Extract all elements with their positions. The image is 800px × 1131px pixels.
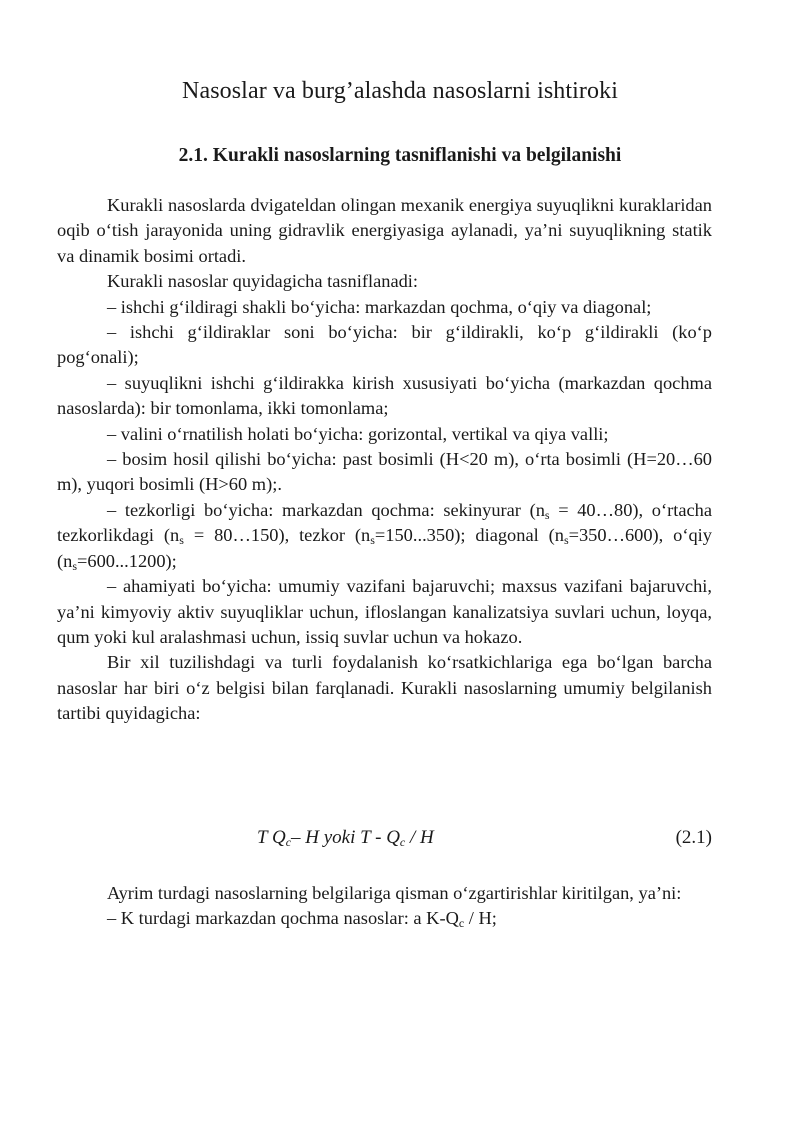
text-run: / H; — [464, 908, 497, 929]
text-run: = 40…80), o‘rtacha tezkorlikdagi (n — [57, 499, 713, 546]
subscript: c — [399, 835, 406, 849]
subscript: c — [285, 835, 292, 849]
list-item — [57, 498, 712, 574]
list-item — [57, 906, 712, 931]
subscript: c — [458, 916, 465, 931]
subscript: s — [179, 533, 184, 548]
text-run: T Q — [257, 827, 286, 848]
text-run: – tezkorligi bo‘yicha: markazdan qochma: sekinyurar (n — [107, 499, 545, 520]
subscript: s — [370, 533, 375, 548]
list-item: – bosim hosil qilishi bo‘yicha: past bosimli (H<20 m), o‘rta bosimli (H=20…60 m), yuqori bosimli (H>60 m);. — [57, 449, 712, 495]
text-run: – H yoki T - Q — [291, 827, 400, 848]
body-text — [57, 193, 712, 727]
formula-number: (2.1) — [675, 827, 712, 848]
list-item: – ahamiyati bo‘yicha: umumiy vazifani bajaruvchi; maxsus vazifani bajaruvchi, ya’ni kimyoviy aktiv suyuqliklar uchun, ifloslangan kanalizatsiya suvlari uchun, loyqa, qum yoki kul aralashmasi uchun, issiq suvlar uchun va hokazo. — [57, 576, 712, 647]
subscript: s — [544, 507, 550, 522]
text-run: =600...1200); — [77, 550, 177, 571]
text-run: =350…600), o‘qiy (n — [57, 525, 712, 571]
subscript: s — [563, 533, 569, 548]
text-run: =150...350); diagonal (n — [374, 525, 564, 546]
list-item: – ishchi g‘ildiragi shakli bo‘yicha: markazdan qochma, o‘qiy va diagonal; — [107, 296, 652, 317]
section-title: 2.1. Kurakli nasoslarning tasniflanishi va belgilanishi — [178, 145, 622, 166]
text-run: – K turdagi markazdan qochma nasoslar: a K-Q — [107, 908, 459, 929]
text-run: / H — [405, 827, 434, 848]
page-header: Nasoslar va burg’alashda nasoslarni ishtiroki — [182, 78, 618, 104]
paragraph-intro: Kurakli nasoslarda dvigateldan olingan mexanik energiya suyuqlikni kuraklaridan oqib o‘tish jarayonida uning gidravlik energiyasiga aylanadi, ya’ni suyuqlikning statik va dinamik bosimi ortadi. — [57, 195, 712, 266]
paragraph-classification: Kurakli nasoslar quyidagicha tasniflanadi: — [107, 271, 419, 292]
paragraph-modifications: Ayrim turdagi nasoslarning belgilariga qisman o‘zgartirishlar kiritilgan, ya’ni: — [107, 883, 682, 903]
list-item: – ishchi g‘ildiraklar soni bo‘yicha: bir g‘ildirakli, ko‘p g‘ildirakli (ko‘p pog‘onali); — [57, 322, 712, 368]
list-item: – suyuqlikni ishchi g‘ildirakka kirish xususiyati bo‘yicha (markazdan qochma nasoslarda): bir tomonlama, ikki tomonlama; — [57, 372, 712, 419]
body-text-continued — [57, 881, 712, 932]
formula-2-1 — [57, 827, 712, 855]
list-item: – valini o‘rnatilish holati bo‘yicha: gorizontal, vertikal va qiya valli; — [107, 423, 609, 444]
subscript: s — [72, 558, 77, 573]
text-run: = 80…150), tezkor (n — [183, 525, 371, 546]
paragraph-designation: Bir xil tuzilishdagi va turli foydalanish ko‘rsatkichlariga ega bo‘lgan barcha nasoslar har biri o‘z belgisi bilan farqlanadi. Kurakli nasoslarning umumiy belgilanish tartibi quyidagicha: — [57, 652, 712, 724]
formula-expression — [257, 827, 434, 849]
